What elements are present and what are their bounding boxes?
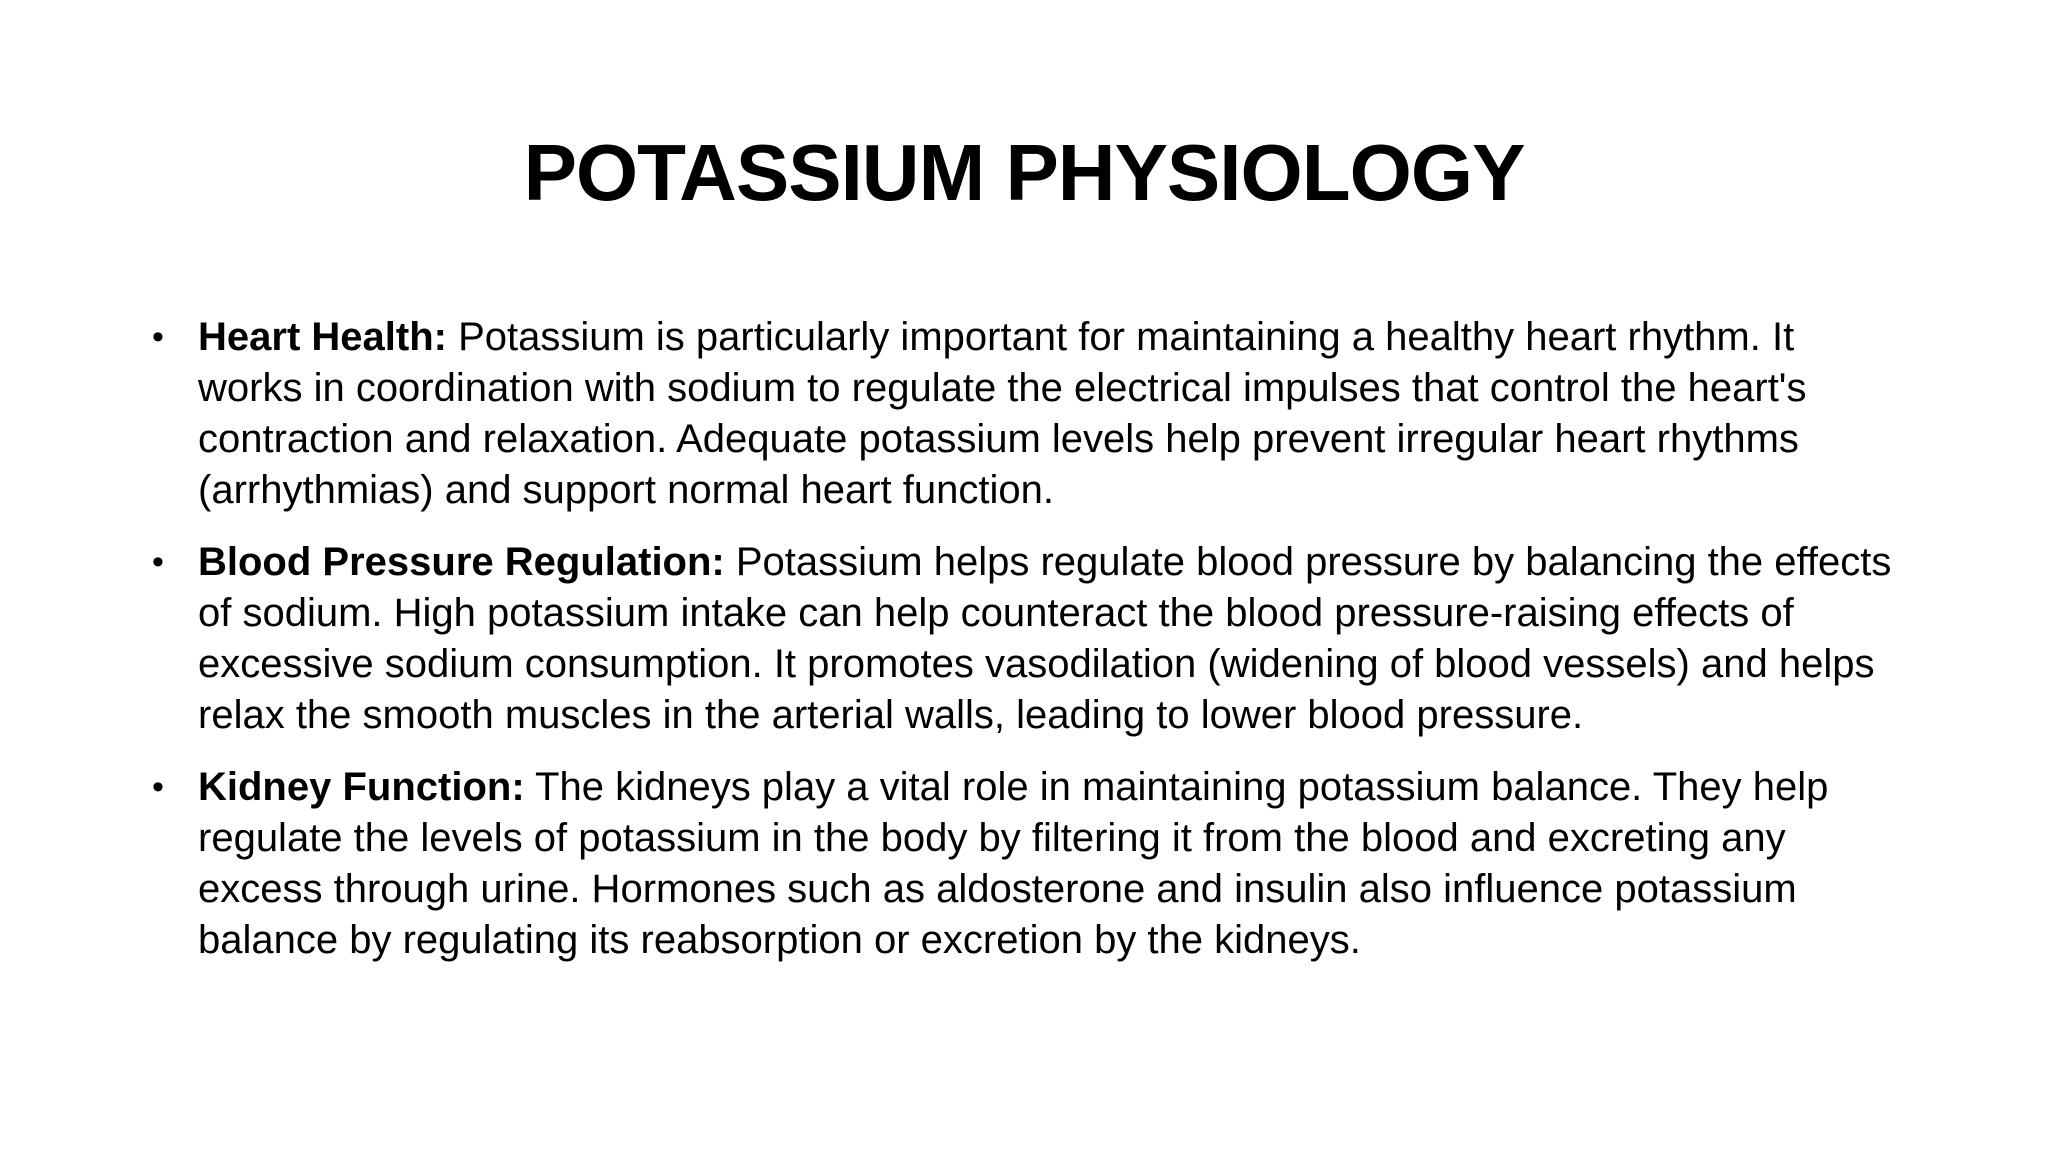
bullet-kidney-function [148,762,1908,966]
bullet-dot-icon: • [152,318,164,356]
bullet-text: The kidneys play a vital role in maintaining potassium balance. They help regulate the levels of potassium in the body by filtering it from the blood and excreting any excess through urine. Hormones such as aldosterone and insulin also influence potassium balance by regulating its reabsorption or excretion by the kidneys. [198,765,1829,962]
bullet-dot-icon: • [152,543,164,581]
bullet-label: Heart Health: [198,315,447,359]
bullet-label: Blood Pressure Regulation: [198,540,725,584]
bullet-text: Potassium helps regulate blood pressure by balancing the effects of sodium. High potassium intake can help counteract the blood pressure-raising effects of excessive sodium consumption. It promotes vasodilation (widening of blood vessels) and helps relax the smooth muscles in the arterial walls, leading to lower blood pressure. [198,540,1892,737]
bullet-heart-health [148,312,1908,516]
bullet-label: Kidney Function: [198,765,525,809]
slide-title: POTASSIUM PHYSIOLOGY [523,128,1525,217]
bullet-blood-pressure [148,537,1908,741]
bullet-dot-icon: • [152,768,164,806]
bullet-list [148,312,1908,987]
bullet-text: Potassium is particularly important for maintaining a healthy heart rhythm. It works in coordination with sodium to regulate the electrical impulses that control the heart's contraction and relaxation. Adequate potassium levels help prevent irregular heart rhythms (arrhythmias) and support normal heart function. [198,315,1807,512]
